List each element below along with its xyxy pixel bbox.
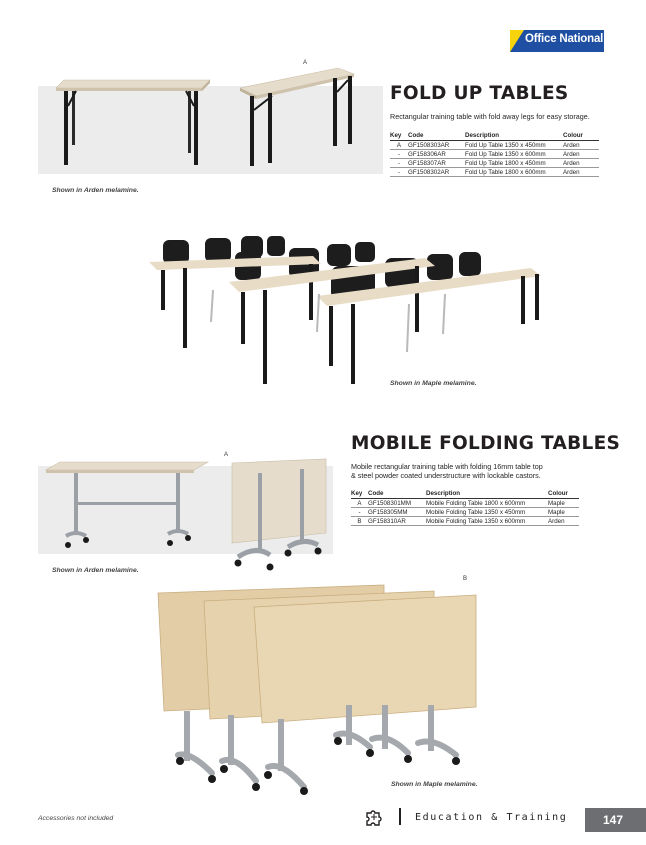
mobile-folding-tables-nested-image <box>156 583 478 795</box>
fold-up-table-image <box>52 76 212 168</box>
mobile-spec-table <box>351 490 579 526</box>
footer-divider <box>399 808 401 825</box>
mobile-caption-maple: Shown in Maple melamine. <box>391 781 478 788</box>
section-title: Education & Training <box>415 812 568 823</box>
row-key: A <box>390 141 408 150</box>
row-description: Mobile Folding Table 1800 x 600mm <box>426 499 548 508</box>
row-key: - <box>390 159 408 168</box>
table-row <box>351 517 579 526</box>
mobile-description-line-1: Mobile rectangular training table with folding 16mm table top <box>351 462 543 471</box>
row-colour: Arden <box>563 141 599 150</box>
row-key: A <box>351 499 368 508</box>
fold-up-table-angled-image <box>238 66 358 170</box>
table-row <box>390 141 599 150</box>
row-code: GF1508301MM <box>368 499 426 508</box>
header-code: Code <box>408 132 465 141</box>
page-number: 147 <box>603 813 624 827</box>
row-code: GF158307AR <box>408 159 465 168</box>
row-colour: Arden <box>563 150 599 159</box>
page-number-badge <box>585 808 646 832</box>
row-key: - <box>390 168 408 177</box>
row-code: GF158306AR <box>408 150 465 159</box>
row-colour: Arden <box>548 517 579 526</box>
puzzle-icon <box>364 807 384 827</box>
row-key: B <box>351 517 368 526</box>
row-colour: Arden <box>563 168 599 177</box>
office-national-logo <box>510 30 604 52</box>
row-key: - <box>351 508 368 517</box>
table-row <box>390 168 599 177</box>
key-marker-a-mobile: A <box>224 452 229 458</box>
row-key: - <box>390 150 408 159</box>
header-colour: Colour <box>563 132 599 141</box>
row-description: Fold Up Table 1800 x 600mm <box>465 168 563 177</box>
fold-up-caption-maple: Shown in Maple melamine. <box>390 380 477 387</box>
fold-up-classroom-image <box>145 234 545 384</box>
mobile-folding-tables-title: MOBILE FOLDING TABLES <box>351 433 621 454</box>
header-description: Description <box>465 132 563 141</box>
row-code: GF1508303AR <box>408 141 465 150</box>
fold-up-tables-description: Rectangular training table with fold away legs for easy storage. <box>390 112 590 121</box>
header-code: Code <box>368 490 426 499</box>
fold-up-tables-title: FOLD UP TABLES <box>390 83 569 104</box>
row-code: GF1508302AR <box>408 168 465 177</box>
mobile-caption-arden: Shown in Arden melamine. <box>52 567 139 574</box>
header-key: Key <box>390 132 408 141</box>
key-marker-a-foldup: A <box>303 60 308 66</box>
row-code: GF158305MM <box>368 508 426 517</box>
row-colour: Maple <box>548 499 579 508</box>
fold-up-caption-arden: Shown in Arden melamine. <box>52 187 139 194</box>
table-row <box>351 508 579 517</box>
logo-text: Office National <box>525 33 604 45</box>
mobile-folding-table-folded-image <box>218 455 338 573</box>
logo-triangle <box>510 30 524 52</box>
header-description: Description <box>426 490 548 499</box>
row-description: Fold Up Table 1800 x 450mm <box>465 159 563 168</box>
row-description: Mobile Folding Table 1350 x 600mm <box>426 517 548 526</box>
row-description: Fold Up Table 1350 x 600mm <box>465 150 563 159</box>
row-colour: Maple <box>548 508 579 517</box>
header-colour: Colour <box>548 490 579 499</box>
key-marker-b-mobile: B <box>463 576 468 582</box>
row-colour: Arden <box>563 159 599 168</box>
mobile-description-line-2: & steel powder coated understructure with lockable castors. <box>351 471 541 480</box>
spec-table-header-row <box>390 132 599 141</box>
table-row <box>390 159 599 168</box>
row-description: Mobile Folding Table 1350 x 450mm <box>426 508 548 517</box>
spec-table-header-row <box>351 490 579 499</box>
fold-up-spec-table <box>390 132 599 177</box>
row-code: GF158310AR <box>368 517 426 526</box>
row-description: Fold Up Table 1350 x 450mm <box>465 141 563 150</box>
mobile-folding-table-image <box>44 460 210 552</box>
header-key: Key <box>351 490 368 499</box>
accessories-note: Accessories not included <box>38 815 114 822</box>
table-row <box>390 150 599 159</box>
table-row <box>351 499 579 508</box>
